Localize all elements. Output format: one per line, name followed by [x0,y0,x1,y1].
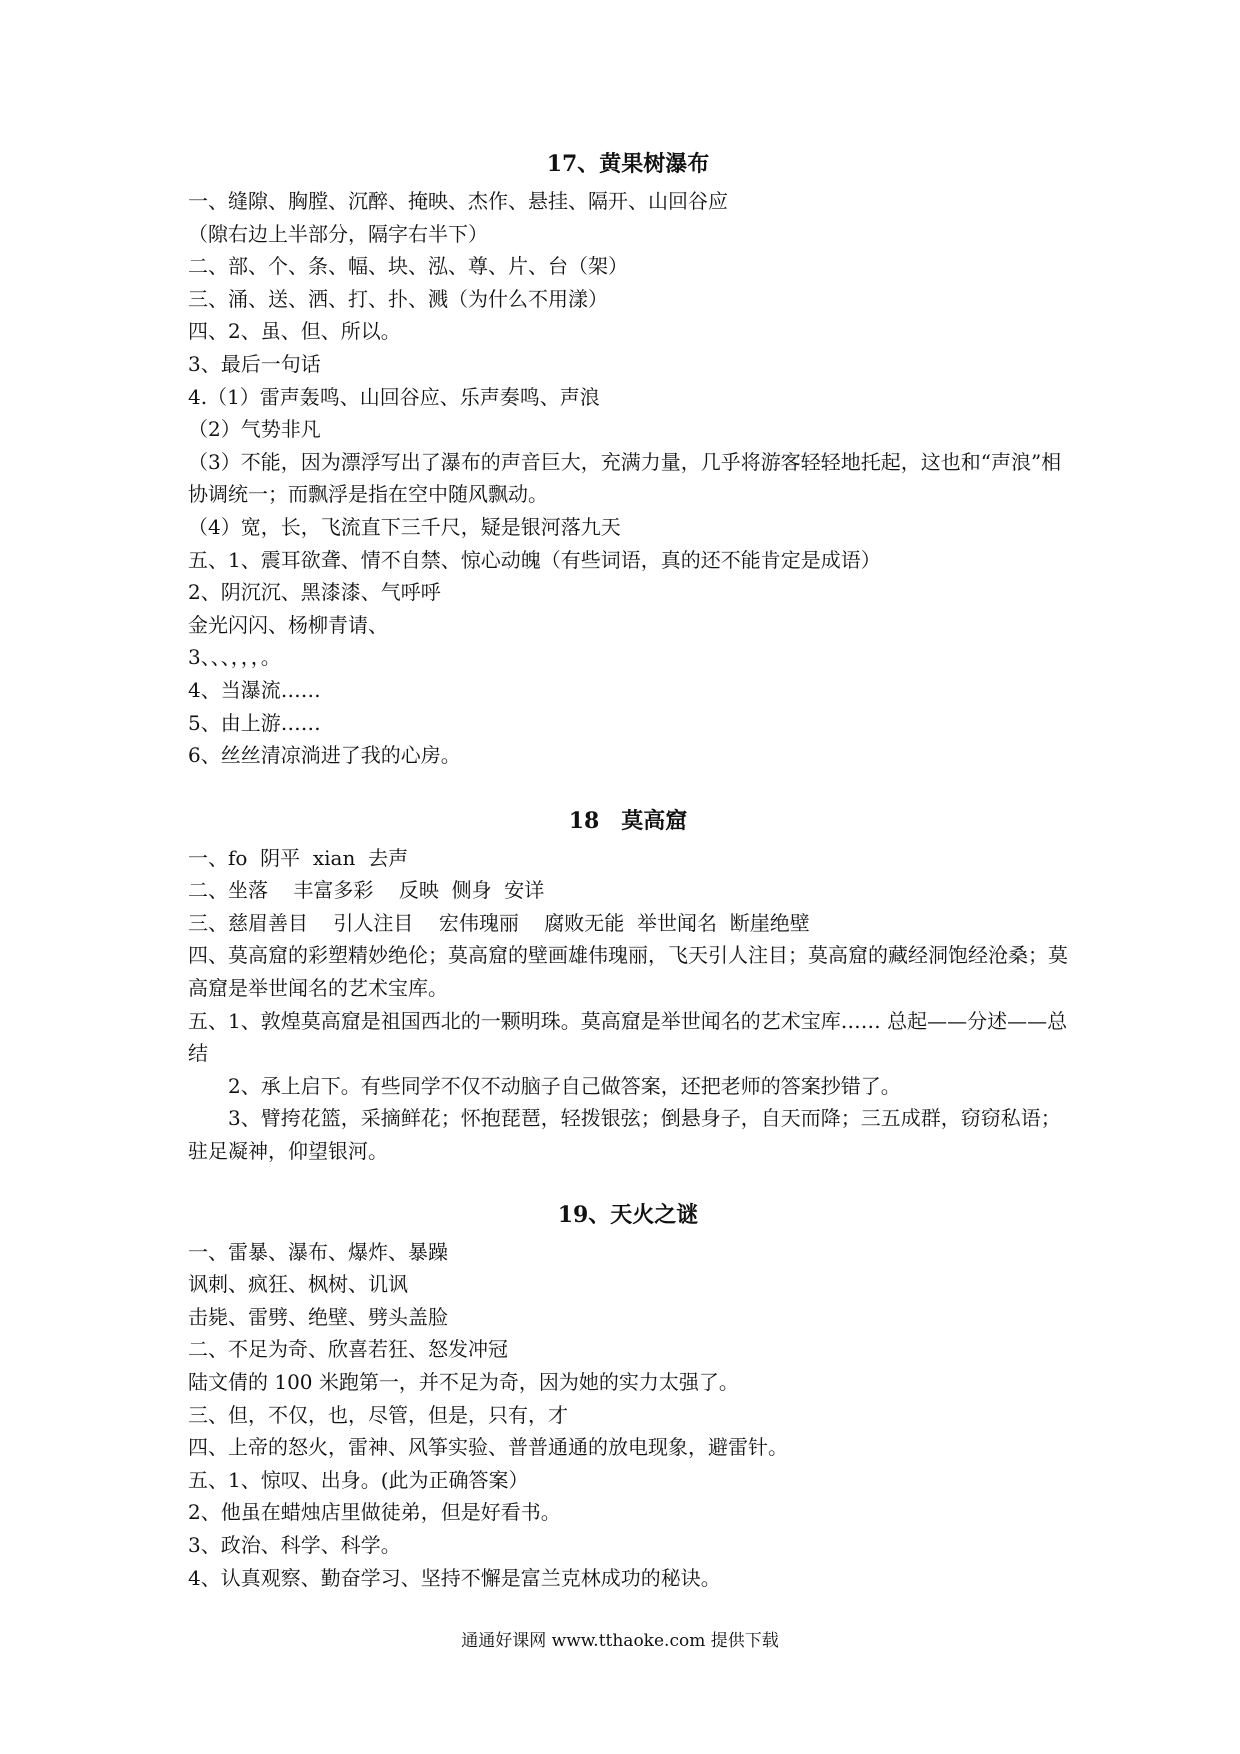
section-title-17: 17、黄果树瀑布 [546,151,710,177]
text-line: 一、fo 阴平 xian 去声 [188,845,409,870]
text-line: 2、他虽在蜡烛店里做徒弟，但是好看书。 [188,1500,561,1525]
section-title-18: 18 莫高窟 [568,807,688,834]
text-paragraph: （3）不能，因为漂浮写出了瀑布的声音巨大，充满力量，几乎将游客轻轻地托起，这也和“声浪”相协调统一；而飘浮是指在空中随风飘动。 [188,449,1062,507]
text-line: 5、由上游…… [188,710,321,735]
text-line: 2、阴沉沉、黑漆漆、气呼呼 [188,580,441,605]
text-paragraph: 四、莫高窟的彩塑精妙绝伦；莫高窟的壁画雄伟瑰丽，飞天引人注目；莫高窟的藏经洞饱经沧桑；莫高窟是举世闻名的艺术宝库。 [188,943,1068,1001]
text-line: 4、认真观察、勤奋学习、坚持不懈是富兰克林成功的秘诀。 [188,1565,721,1590]
text-line: 3、、、，，，。 [188,645,281,670]
text-line: 陆文倩的 100 米跑第一，并不足为奇，因为她的实力太强了。 [188,1370,739,1394]
text-line: （隙右边上半部分，隔字右半下） [188,221,488,246]
text-line: 击毙、雷劈、绝壁、劈头盖脸 [188,1304,448,1329]
text-paragraph [188,1102,1068,1167]
text-line: 3、政治、科学、科学。 [188,1532,401,1557]
text-line: 五、1、惊叹、出身。(此为正确答案） [188,1467,529,1492]
text-line: 6、丝丝清凉淌进了我的心房。 [188,743,461,768]
text-line: 一、缝隙、胸膛、沉醉、掩映、杰作、悬挂、隔开、山回谷应 [188,189,728,213]
text-line: 三、慈眉善目 引人注目 宏伟瑰丽 腐败无能 举世闻名 断崖绝壁 [188,910,810,935]
text-line: 四、2、虽、但、所以。 [188,319,401,344]
text-line: 三、涌、送、洒、打、扑、溅（为什么不用漾） [188,286,608,311]
text-line: 4、当瀑流…… [188,677,321,702]
text-paragraph: 五、1、敦煌莫高窟是祖国西北的一颗明珠。莫高窟是举世闻名的艺术宝库…… 总起——分述——总结 [188,1008,1068,1066]
text-line: 二、不足为奇、欣喜若狂、怒发冲冠 [188,1337,508,1362]
page-footer: 通通好课网 www.tthaoke.com 提供下载 [461,1631,779,1651]
text-line: 金光闪闪、杨柳青请、 [188,612,388,637]
section-title-19: 19、天火之谜 [557,1201,699,1228]
text-line: （4）宽，长，飞流直下三千尺，疑是银河落九天 [188,514,621,539]
text-line: 一、雷暴、瀑布、爆炸、暴躁 [188,1239,448,1264]
text-line: 二、坐落 丰富多彩 反映 侧身 安详 [188,878,545,903]
text-line: 4.（1）雷声轰鸣、山回谷应、乐声奏鸣、声浪 [188,384,600,409]
text-line: （2）气势非凡 [188,417,321,442]
text-line: 四、上帝的怒火，雷神、风筝实验、普普通通的放电现象，避雷针。 [188,1435,788,1460]
text-line: 3、最后一句话 [188,351,321,376]
text-paragraph: 2、承上启下。有些同学不仅不动脑子自己做答案，还把老师的答案抄错了。 [228,1073,901,1098]
text-line: 二、部、个、条、幅、块、泓、尊、片、台（架） [188,254,628,279]
text-line: 五、1、震耳欲聋、情不自禁、惊心动魄（有些词语，真的还不能肯定是成语） [188,547,881,572]
text-line: 三、但，不仅，也，尽管，但是，只有，才 [188,1402,568,1427]
text-line: 讽刺、疯狂、枫树、讥讽 [188,1272,408,1297]
text-span: 3、臂挎花篮，采摘鲜花；怀抱琵琶，轻拨银弦；倒悬身子，自天而降；三五成群，窃窃私语；驻足凝神，仰望银河。 [188,1106,1061,1164]
document-body [188,143,1068,1594]
